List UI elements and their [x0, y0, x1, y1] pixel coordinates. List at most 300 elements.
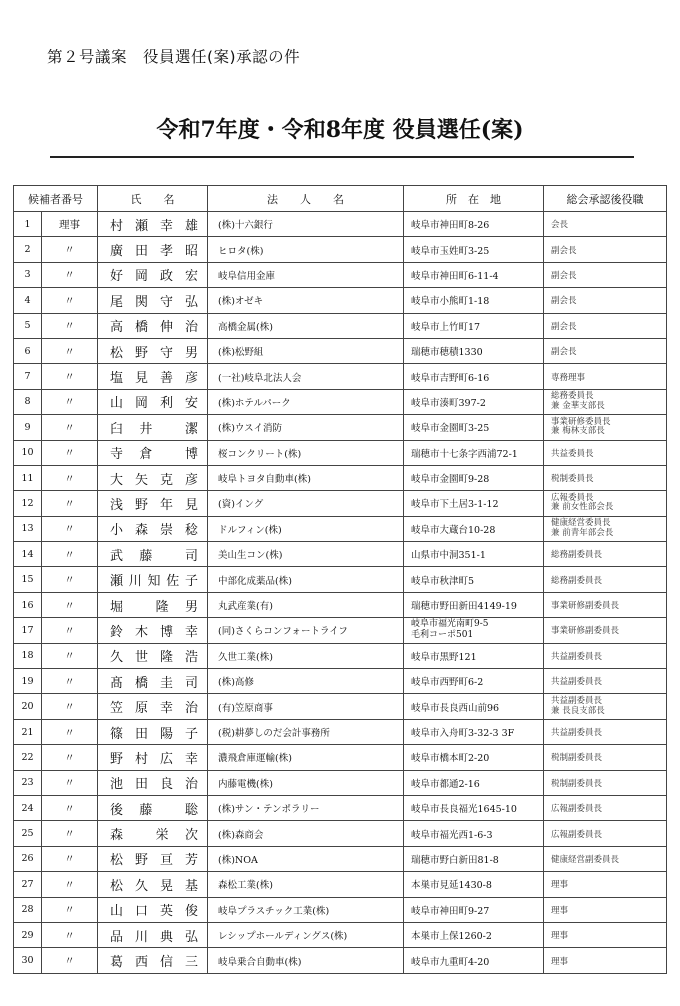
officer-name-chars [110, 418, 198, 437]
officer-name-char: 村 [110, 218, 124, 234]
officer-name [98, 770, 208, 795]
address-line: 岐阜市吉野町6-16 [411, 372, 490, 384]
table-row [14, 313, 667, 338]
table-row [14, 567, 667, 592]
position [544, 643, 667, 668]
row-role: 〃 [42, 338, 98, 363]
officer-name-chars [110, 494, 198, 513]
address-line: 岐阜市神田町9-27 [411, 905, 490, 917]
address [404, 237, 544, 262]
corporation-name: (株)ウスイ消防 [208, 415, 404, 440]
officer-name [98, 669, 208, 694]
officer-name-char: 俊 [184, 904, 198, 920]
table-row [14, 745, 667, 770]
position-line: 兼 金華支部長 [551, 400, 605, 411]
position [544, 821, 667, 846]
row-number: 1 [14, 212, 42, 237]
position [544, 338, 667, 363]
position-line: 専務理事 [551, 372, 586, 383]
officer-name-char: 池 [110, 777, 124, 793]
officer-name-char: 塩 [110, 371, 124, 387]
officer-name-char: 武 [110, 548, 124, 564]
officer-name [98, 212, 208, 237]
officer-name-char: 守 [159, 294, 173, 310]
position-line: 総務副委員長 [551, 575, 603, 586]
position [544, 618, 667, 643]
officer-name-char: 隆 [159, 650, 173, 666]
address-line: 瑞穂市野白新田81-8 [411, 854, 499, 866]
officer-name-char: 男 [184, 345, 198, 361]
corporation-name: 岐阜信用金庫 [208, 262, 404, 287]
officer-name-char: 崇 [159, 523, 173, 539]
officer-name-char: 尾 [110, 294, 124, 310]
address [404, 592, 544, 617]
document-header: 第２号議案 役員選任(案)承認の件 [47, 48, 301, 66]
officer-name-char: 幸 [184, 624, 198, 640]
position [544, 364, 667, 389]
officer-name [98, 872, 208, 897]
position-line: 理事 [551, 880, 569, 891]
officer-name-chars [110, 672, 198, 691]
address [404, 719, 544, 744]
row-role: 〃 [42, 897, 98, 922]
position [544, 922, 667, 947]
row-number: 23 [14, 770, 42, 795]
position [544, 567, 667, 592]
officer-name-char: 橋 [134, 675, 148, 691]
officer-name-char: 瀬 [110, 574, 124, 590]
position-line: 税制副委員長 [551, 753, 603, 764]
row-role: 〃 [42, 745, 98, 770]
row-role: 〃 [42, 415, 98, 440]
officer-name-char: 松 [110, 853, 124, 869]
position-line: 副会長 [551, 347, 577, 358]
row-role: 〃 [42, 669, 98, 694]
address [404, 313, 544, 338]
position-line: 兼 前女性部会長 [551, 502, 614, 513]
officer-name-char: 子 [184, 574, 198, 590]
address [404, 821, 544, 846]
corporation-name: (株)松野組 [208, 338, 404, 363]
position [544, 415, 667, 440]
officer-name-char: 彦 [184, 371, 198, 387]
table-row [14, 364, 667, 389]
officer-name-chars [110, 342, 198, 361]
officer-name-char: 弘 [184, 294, 198, 310]
officer-name [98, 618, 208, 643]
officer-name-char: 博 [184, 447, 198, 463]
officer-name [98, 719, 208, 744]
row-role: 〃 [42, 872, 98, 897]
officer-name-char: 広 [159, 751, 173, 767]
position-line: 事業研修副委員長 [551, 626, 620, 637]
address [404, 770, 544, 795]
officer-name-char: 好 [110, 269, 124, 285]
table-row [14, 922, 667, 947]
officer-name [98, 465, 208, 490]
position [544, 212, 667, 237]
corporation-name: 桜コンクリート(株) [208, 440, 404, 465]
address [404, 897, 544, 922]
officer-name-char: 博 [159, 624, 173, 640]
address [404, 338, 544, 363]
table-row [14, 440, 667, 465]
officer-name-char: 瀬 [134, 218, 148, 234]
corporation-name: (株)十六銀行 [208, 212, 404, 237]
officer-name [98, 745, 208, 770]
position-line: 副会長 [551, 245, 577, 256]
officer-name [98, 313, 208, 338]
officer-name-char: 治 [184, 777, 198, 793]
address [404, 389, 544, 414]
officer-name-char: 藤 [139, 548, 153, 564]
row-role: 〃 [42, 719, 98, 744]
position-line: 理事 [551, 905, 569, 916]
position [544, 948, 667, 973]
position [544, 897, 667, 922]
officer-name-char: 岡 [134, 269, 148, 285]
table-row [14, 618, 667, 643]
header-corporation: 法 人 名 [208, 186, 404, 212]
officer-name-char: 次 [184, 828, 198, 844]
officer-name-chars [110, 316, 198, 335]
corporation-name: 中部化成薬品(株) [208, 567, 404, 592]
officer-name [98, 440, 208, 465]
row-number: 3 [14, 262, 42, 287]
address [404, 491, 544, 516]
corporation-name: (株)ホテルパーク [208, 389, 404, 414]
corporation-name: (株)高修 [208, 669, 404, 694]
row-role: 〃 [42, 516, 98, 541]
address-line: 岐阜市長良西山前96 [411, 702, 500, 714]
officer-name-char: 関 [134, 294, 148, 310]
row-number: 27 [14, 872, 42, 897]
position [544, 389, 667, 414]
corporation-name: ヒロタ(株) [208, 237, 404, 262]
table-row [14, 846, 667, 871]
address-line: 岐阜市金園町3-25 [411, 423, 490, 435]
row-number: 22 [14, 745, 42, 770]
officer-name-char: 山 [110, 904, 124, 920]
officer-name-chars [110, 951, 198, 970]
officer-name-char: 司 [184, 675, 198, 691]
position-line: 共益委員長 [551, 448, 594, 459]
officer-name-char: 野 [134, 853, 148, 869]
position-line: 兼 梅林支部長 [551, 426, 605, 437]
officer-name-char: 笠 [110, 701, 124, 717]
row-role: 〃 [42, 643, 98, 668]
address [404, 745, 544, 770]
officer-name-chars [110, 748, 198, 767]
header-position: 総会承認後役職 [544, 186, 667, 212]
officer-name-char: 臼 [110, 421, 124, 437]
row-number: 5 [14, 313, 42, 338]
address-line: 岐阜市小熊町1-18 [411, 296, 490, 308]
officer-name-chars [110, 799, 198, 818]
officer-name [98, 922, 208, 947]
table-row [14, 542, 667, 567]
corporation-name: 丸武産業(有) [208, 592, 404, 617]
row-role: 〃 [42, 262, 98, 287]
officer-name-char: 佐 [166, 574, 180, 590]
corporation-name: (一社)岐阜北法人会 [208, 364, 404, 389]
position-line: 税制副委員長 [551, 778, 603, 789]
position [544, 795, 667, 820]
table-row [14, 212, 667, 237]
officer-name [98, 897, 208, 922]
officer-name [98, 262, 208, 287]
row-role: 〃 [42, 237, 98, 262]
position-line: 広報委員長 [551, 492, 594, 503]
officer-name-char: 隆 [155, 599, 169, 615]
corporation-name: (有)笠原商事 [208, 694, 404, 719]
address-line: 瑞穂市穂積1330 [411, 347, 483, 359]
table-row [14, 770, 667, 795]
address-line: 岐阜市神田町8-26 [411, 220, 490, 232]
position-line: 総務委員長 [551, 391, 594, 402]
address-line: 岐阜市橋本町2-20 [411, 753, 490, 765]
officer-name-char: 稔 [184, 523, 198, 539]
officer-name-char: 岡 [134, 396, 148, 412]
officer-name-char: 治 [184, 701, 198, 717]
row-role: 〃 [42, 364, 98, 389]
address [404, 364, 544, 389]
officer-name-chars [110, 545, 198, 564]
officer-name-char: 井 [139, 421, 153, 437]
address-line: 岐阜市上竹町17 [411, 321, 481, 333]
table-body [14, 212, 667, 974]
row-number: 19 [14, 669, 42, 694]
officer-name [98, 795, 208, 820]
officer-name-char: 克 [159, 472, 173, 488]
corporation-name: (資)イング [208, 491, 404, 516]
officer-name-char: 英 [159, 904, 173, 920]
officer-name-char: 浩 [184, 650, 198, 666]
address [404, 516, 544, 541]
officer-name-char: 陽 [159, 726, 173, 742]
position-line: 共益副委員長 [551, 696, 603, 707]
table-row [14, 288, 667, 313]
officer-name-char: 彦 [184, 472, 198, 488]
officer-name [98, 288, 208, 313]
officer-name-char: 宏 [184, 269, 198, 285]
address-line: 毛利コーポ501 [411, 630, 474, 641]
position [544, 288, 667, 313]
corporation-name: 森松工業(株) [208, 872, 404, 897]
table-row [14, 516, 667, 541]
row-number: 21 [14, 719, 42, 744]
address-line: 岐阜市西野町6-2 [411, 677, 484, 689]
officer-name-char: 野 [134, 497, 148, 513]
corporation-name: 内藤電機(株) [208, 770, 404, 795]
row-number: 6 [14, 338, 42, 363]
address-line: 岐阜市神田町6-11-4 [411, 270, 499, 282]
position-line: 共益副委員長 [551, 728, 603, 738]
position-line: 理事 [551, 931, 569, 942]
row-number: 13 [14, 516, 42, 541]
table-row [14, 262, 667, 287]
officer-name-char: 弘 [184, 929, 198, 945]
row-number: 2 [14, 237, 42, 262]
officer-name-char: 口 [134, 904, 148, 920]
position [544, 719, 667, 744]
officer-name-char: 鈴 [110, 624, 124, 640]
address [404, 846, 544, 871]
row-number: 4 [14, 288, 42, 313]
row-number: 16 [14, 592, 42, 617]
corporation-name: (株)NOA [208, 846, 404, 871]
officer-name-char: 野 [110, 751, 124, 767]
position-line: 副会長 [551, 296, 577, 307]
officer-name [98, 948, 208, 973]
officer-name-char: 安 [184, 396, 198, 412]
corporation-name: 高橋金属(株) [208, 313, 404, 338]
officer-name-chars [110, 570, 198, 589]
address-line: 岐阜市黒野121 [411, 651, 477, 663]
officer-name-char: 倉 [139, 447, 153, 463]
row-role: 〃 [42, 491, 98, 516]
position [544, 872, 667, 897]
table-row [14, 694, 667, 719]
table-row [14, 338, 667, 363]
position-line: 広報副委員長 [551, 804, 603, 815]
row-role: 〃 [42, 567, 98, 592]
address-line: 岐阜市大蔵台10-28 [411, 524, 496, 536]
address [404, 465, 544, 490]
officer-name-chars [110, 291, 198, 310]
row-number: 17 [14, 618, 42, 643]
officer-name-char: 亘 [159, 853, 173, 869]
address-line: 岐阜市入舟町3-32-3 3F [411, 728, 515, 739]
officer-name-char: 伸 [159, 320, 173, 336]
row-role: 〃 [42, 313, 98, 338]
row-number: 25 [14, 821, 42, 846]
table-row [14, 465, 667, 490]
position-line: 副会長 [551, 270, 577, 281]
officer-name [98, 567, 208, 592]
address-line: 岐阜市金園町9-28 [411, 474, 490, 486]
officer-name-char: 利 [159, 396, 173, 412]
row-role: 〃 [42, 542, 98, 567]
officer-name-char: 基 [184, 878, 198, 894]
officer-name-chars [110, 265, 198, 284]
officer-name [98, 516, 208, 541]
officer-name-char: 後 [110, 802, 124, 818]
officer-name-char: 品 [110, 929, 124, 945]
title-underline [50, 156, 634, 158]
officer-name-chars [110, 875, 198, 894]
officer-name-char: 村 [134, 751, 148, 767]
row-role: 理事 [42, 212, 98, 237]
address [404, 618, 544, 643]
officer-name-char: 川 [128, 574, 142, 590]
address-line: 岐阜市玉姓町3-25 [411, 245, 490, 257]
row-number: 11 [14, 465, 42, 490]
header-candidate-number: 候補者番号 [14, 186, 98, 212]
position-line: 健康経営委員長 [551, 518, 611, 529]
row-number: 14 [14, 542, 42, 567]
row-number: 28 [14, 897, 42, 922]
officer-name-chars [110, 367, 198, 386]
address-line: 岐阜市湊町397-2 [411, 397, 486, 409]
officer-name-char: 男 [184, 599, 198, 615]
table-row [14, 415, 667, 440]
position-line: 副会長 [551, 321, 577, 332]
officer-name [98, 643, 208, 668]
officer-name [98, 237, 208, 262]
address [404, 795, 544, 820]
officer-name-char: 見 [134, 371, 148, 387]
officer-name-char: 田 [134, 726, 148, 742]
officer-name-chars [110, 215, 198, 234]
position [544, 516, 667, 541]
corporation-name: (株)オゼキ [208, 288, 404, 313]
row-number: 8 [14, 389, 42, 414]
position-line: 総務副委員長 [551, 550, 603, 561]
row-role: 〃 [42, 288, 98, 313]
officer-name [98, 592, 208, 617]
officer-name-char: 松 [110, 345, 124, 361]
position [544, 465, 667, 490]
officer-name-char: 野 [134, 345, 148, 361]
officer-name-char: 守 [159, 345, 173, 361]
table-row [14, 897, 667, 922]
officer-name-char: 幸 [184, 751, 198, 767]
address-line: 岐阜市九重町4-20 [411, 956, 490, 968]
officer-name-char: 晃 [159, 878, 173, 894]
corporation-name: (同)さくらコンフォートライフ [208, 618, 404, 643]
position [544, 491, 667, 516]
address [404, 440, 544, 465]
address-line: 山県市中洞351-1 [411, 550, 486, 562]
officer-name-char: 原 [134, 701, 148, 717]
row-number: 10 [14, 440, 42, 465]
officer-name [98, 821, 208, 846]
officer-name-char: 幸 [159, 218, 173, 234]
officer-name-char: 三 [184, 955, 198, 971]
table-row [14, 669, 667, 694]
address [404, 262, 544, 287]
officer-name-chars [110, 596, 198, 615]
position [544, 542, 667, 567]
officer-name-chars [110, 646, 198, 665]
officer-name-chars [110, 900, 198, 919]
row-number: 30 [14, 948, 42, 973]
address-line: 岐阜市福光西1-6-3 [411, 829, 493, 841]
officer-name-char: 聡 [184, 802, 198, 818]
officer-name-char: 森 [110, 828, 124, 844]
address-line: 岐阜市都通2-16 [411, 778, 480, 790]
address [404, 288, 544, 313]
officer-name-char: 知 [147, 574, 161, 590]
corporation-name: (株)サン・テンポラリー [208, 795, 404, 820]
row-number: 7 [14, 364, 42, 389]
row-number: 18 [14, 643, 42, 668]
address [404, 212, 544, 237]
corporation-name: 岐阜トヨタ自動車(株) [208, 465, 404, 490]
officer-name-char: 西 [134, 955, 148, 971]
position-line: 広報副委員長 [551, 829, 603, 840]
officer-name-char: 幸 [159, 701, 173, 717]
officer-name-char: 川 [134, 929, 148, 945]
position [544, 592, 667, 617]
officer-name-char: 圭 [159, 675, 173, 691]
position-line: 税制委員長 [551, 474, 594, 485]
table-row [14, 719, 667, 744]
officer-name-char: 小 [110, 523, 124, 539]
position [544, 313, 667, 338]
officer-name-chars [110, 621, 198, 640]
